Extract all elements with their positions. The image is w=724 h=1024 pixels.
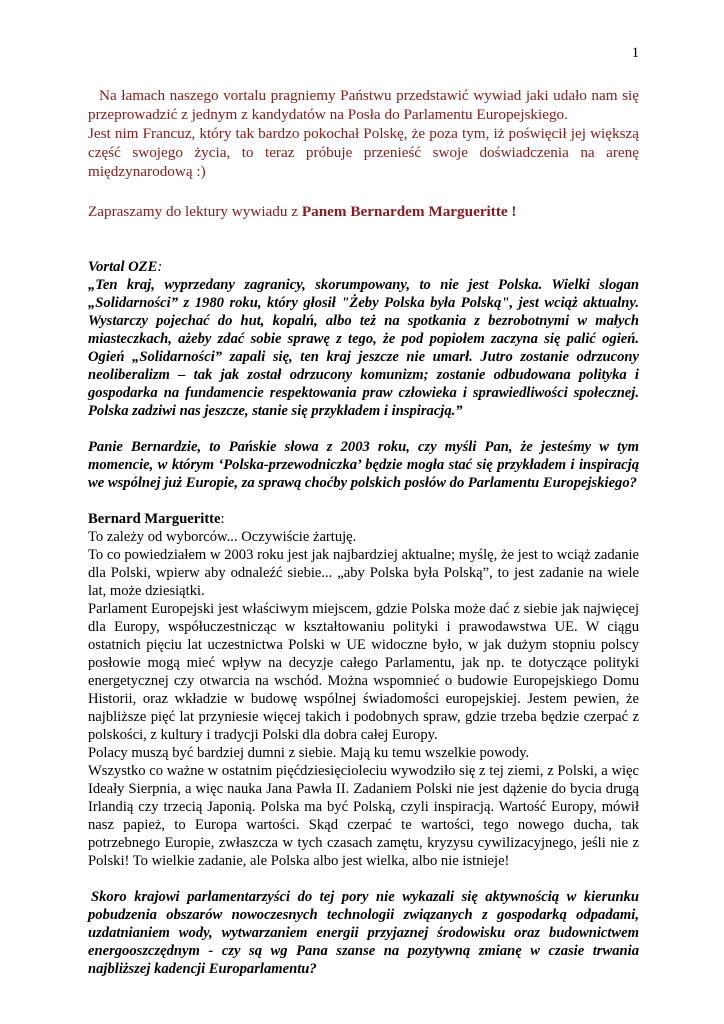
vortal-label-line [88,258,639,276]
vortal-colon: : [157,259,163,275]
answer-label-line [88,510,639,528]
answer-paragraph-2: To co powiedziałem w 2003 roku jest jak najbardziej aktualne; myślę, że jest to wciąż zadanie dla Polski, wpierw aby odnaleźć siebie... „aby Polska była Polską”, to jest zadanie na wiele lat, może dziesiątki. [88,547,639,599]
answer-paragraph-3: Parlament Europejski jest właściwym miejscem, gdzie Polska może dać z siebie jak najwięcej dla Europy, współuczestnicząc w kształtowaniu polityki i prawodawstwa UE. W ciągu ostatnich pięciu lat uczestnictwa Polski w UE widoczne było, w jak dużym stopniu polscy posłowie mogą mieć wpływ na decyzje całego Parlamentu, jak np. te dotyczące polityki energetycznej czy otwarcia na wschód. Można wspomnieć o budowie Europejskiego Domu Historii, oraz wkładzie w budowę wspólnej świadomości europejskiej. Jestem pewien, że najbliższe pięć lat przyniesie więcej takich i podobnych spraw, gdzie trzeba będzie czerpać z polskości, z kultury i tradycji Polski dla dobra całej Europy. [88,601,639,743]
quote-paragraph: „Ten kraj, wyprzedany zagranicy, skorumpowany, to nie jest Polska. Wielki slogan „Solidarności” z 1980 roku, który głosił "Żeby Polska była Polską", jest wciąż aktualny. Wystarczy pojechać do hut, kopalń, albo też na spotkania z bezrobotnymi w małych miasteczkach, ażeby zdać sobie sprawę z tego, że pod popiołem zaczyna się palić ogień. Ogień „Solidarności” zapali się, ten kraj jeszcze nie umarł. Jutro zostanie odrzucony neoliberalizm – tak jak został odrzucony komunizm; zostanie odbudowana polityka i gospodarka na fundamencie respektowania praw człowieka i sprawiedliwości społecznej. Polska zadziwi nas jeszcze, stanie się przykładem i inspiracją.” [88,277,639,419]
answer-paragraph-4: Polacy muszą być bardziej dumni z siebie. Mają ku temu wszelkie powody. [88,745,530,761]
page-number: 1 [631,45,639,61]
intro-paragraph-2: Jest nim Francuz, który tak bardzo pokochał Polskę, że poza tym, iż poświęcił jej większą część swojego życia, to teraz próbuje przenieść swoje doświadczenia na arenę międzynarodową :) [88,125,639,180]
invite-text: Zapraszamy do lektury wywiadu z [88,203,302,220]
answer-label: Bernard Margueritte [88,511,221,527]
intro-paragraph-1: Na łamach naszego vortalu pragniemy Państwu przedstawić wywiad jaki udało nam się przeprowadzić z jednym z kandydatów na Posła do Parlamentu Europejskiego. [88,87,639,123]
answer-paragraph-5: Wszystko co ważne w ostatnim pięćdziesięcioleciu wywodziło się z tej ziemi, z Polski, a więc Ideały Sierpnia, a więc nauka Jana Pawła II. Zadaniem Polski nie jest dążenie do bycia drugą Irlandią czy trzecią Japonią. Polska ma być Polską, czyli inspiracją. Wartość Europy, mówił nasz papież, to Europa wartości. Skąd czerpać te wartości, tego nowego ducha, tak potrzebnego Europie, zwłaszcza w tych czasach zamętu, kryzysu cywilizacyjnego, jeśli nie z Polski! To wielkie zadanie, ale Polska albo jest wielka, albo nie istnieje! [88,763,639,869]
question-2: Skoro krajowi parlamentarzyści do tej pory nie wykazali się aktywnością w kierunku pobudzenia obszarów nowoczesnych technologii związanych z gospodarką odpadami, uzdatnianiem wody, wytwarzaniem energii przyjaznej środowisku oraz budownictwem energooszczędnym - czy są wg Pana szanse na pozytywną zmianę w czasie trwania najbliższej kadencji Europarlamentu? [88,889,639,977]
article-body [88,86,639,978]
answer-paragraph-1: To zależy od wyborców... Oczywiście żartuję. [88,529,357,545]
interviewee-name: Panem Bernardem Margueritte ! [301,203,517,220]
question-1: Panie Bernardzie, to Pańskie słowa z 2003 roku, czy myśli Pan, że jesteśmy w tym momencie, w którym ‘Polska-przewodniczka’ będzie mogła stać się przykładem i inspiracją we wspólnej już Europie, za sprawą choćby polskich posłów do Parlamentu Europejskiego? [88,439,639,491]
answer-colon: : [220,511,225,527]
vortal-label: Vortal OZE [88,259,158,275]
invite-line [88,202,639,221]
